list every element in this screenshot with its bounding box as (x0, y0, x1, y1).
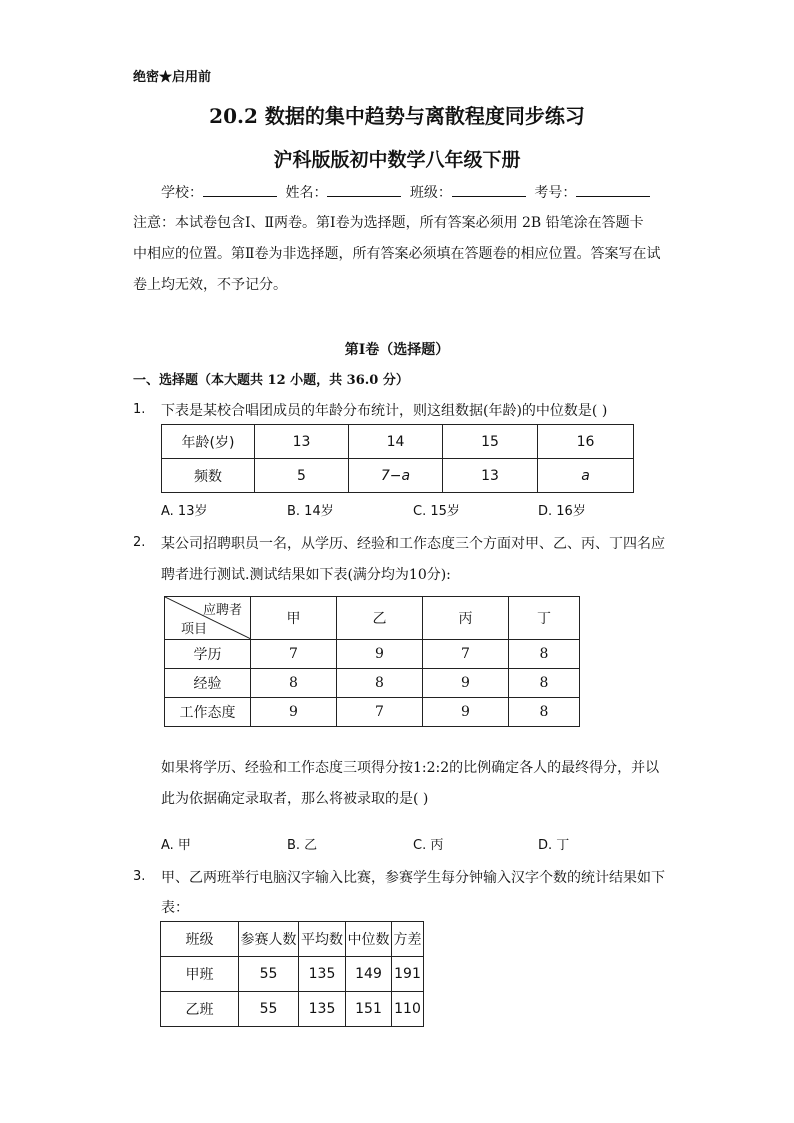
table-row (165, 597, 580, 640)
table-row (161, 957, 424, 992)
notice-line-3: 卷上均无效，不予记分。 (133, 277, 287, 293)
table-cell: 191 (392, 957, 424, 992)
table-corner-cell (165, 597, 251, 640)
table-cell: 7 (337, 698, 423, 727)
q2-text-line-2: 聘者进行测试.测试结果如下表(满分均为10分): (161, 567, 451, 583)
corner-top-label: 应聘者 (202, 603, 242, 618)
table-cell: 乙班 (161, 992, 239, 1027)
q1-text: 下表是某校合唱团成员的年龄分布统计，则这组数据(年龄)的中位数是( ) (161, 403, 608, 419)
table-cell: 13 (443, 459, 538, 493)
table-header-cell: 丁 (509, 597, 580, 640)
q1-option-b[interactable]: B. 14岁 (287, 504, 334, 519)
table-header-cell: 乙 (337, 597, 423, 640)
table-cell: 55 (239, 957, 299, 992)
q2-text-line-4: 此为依据确定录取者，那么将被录取的是( ) (161, 791, 429, 807)
table-cell: 14 (349, 425, 443, 459)
exam-no-label: 考号： (534, 185, 577, 201)
q3-table (160, 921, 424, 1027)
table-row (161, 922, 424, 957)
table-cell: 9 (423, 698, 509, 727)
table-cell: 学历 (165, 640, 251, 669)
q1-table (161, 424, 634, 493)
school-blank (203, 183, 277, 197)
q2-text-line-3: 如果将学历、经验和工作态度三项得分按1:2:2的比例确定各人的最终得分，并以 (161, 760, 660, 776)
table-cell: 甲班 (161, 957, 239, 992)
table-header-cell: 参赛人数 (239, 922, 299, 957)
table-cell: 135 (299, 992, 346, 1027)
page-title: 20.2 数据的集中趋势与离散程度同步练习 (209, 104, 585, 128)
table-cell: 8 (337, 669, 423, 698)
q1-option-d[interactable]: D. 16岁 (538, 504, 586, 519)
table-cell: 55 (239, 992, 299, 1027)
table-row (165, 640, 580, 669)
table-cell: 13 (255, 425, 349, 459)
table-cell: 8 (509, 698, 580, 727)
table-cell: 经验 (165, 669, 251, 698)
table-cell: 年龄(岁) (162, 425, 255, 459)
corner-bottom-label: 项目 (181, 622, 208, 637)
q1-number: 1. (133, 402, 146, 417)
table-cell: 9 (337, 640, 423, 669)
table-cell: 110 (392, 992, 424, 1027)
notice-line-1: 注意：本试卷包含Ⅰ、Ⅱ两卷。第Ⅰ卷为选择题，所有答案必须用 2B 铅笔涂在答题卡 (133, 215, 644, 231)
table-cell: 149 (346, 957, 392, 992)
q3-number: 3. (133, 869, 146, 884)
name-blank (327, 183, 401, 197)
table-row (162, 459, 634, 493)
section-title: 第Ⅰ卷（选择题） (344, 342, 450, 358)
student-info-line (161, 182, 654, 202)
class-blank (452, 183, 526, 197)
table-cell: 8 (509, 669, 580, 698)
table-cell: 频数 (162, 459, 255, 493)
q2-option-b[interactable]: B. 乙 (287, 838, 318, 853)
school-label: 学校： (161, 185, 203, 201)
table-cell: 9 (423, 669, 509, 698)
q3-text-line-1: 甲、乙两班举行电脑汉字输入比赛，参赛学生每分钟输入汉字个数的统计结果如下 (161, 870, 665, 886)
q1-option-c[interactable]: C. 15岁 (413, 504, 460, 519)
table-header-cell: 平均数 (299, 922, 346, 957)
table-cell: 5 (255, 459, 349, 493)
table-header-cell: 甲 (251, 597, 337, 640)
table-cell: 16 (538, 425, 634, 459)
q2-number: 2. (133, 535, 146, 550)
q2-option-a[interactable]: A. 甲 (161, 838, 191, 853)
q2-option-d[interactable]: D. 丁 (538, 838, 570, 853)
name-label: 姓名： (285, 185, 328, 201)
notice-line-2: 中相应的位置。第Ⅱ卷为非选择题，所有答案必须填在答题卷的相应位置。答案写在试 (133, 246, 661, 262)
table-cell: 7−a (349, 459, 443, 493)
q1-option-a[interactable]: A. 13岁 (161, 504, 208, 519)
q2-table (164, 596, 580, 727)
part-heading: 一、选择题（本大题共 12 小题，共 36.0 分） (133, 373, 409, 388)
table-cell: 8 (251, 669, 337, 698)
table-cell: 135 (299, 957, 346, 992)
table-cell: a (538, 459, 634, 493)
table-header-cell: 丙 (423, 597, 509, 640)
table-cell: 8 (509, 640, 580, 669)
table-cell: 9 (251, 698, 337, 727)
page-subtitle: 沪科版版初中数学八年级下册 (273, 149, 521, 171)
confidential-label: 绝密★启用前 (133, 70, 212, 85)
q2-option-c[interactable]: C. 丙 (413, 838, 444, 853)
table-cell: 7 (423, 640, 509, 669)
q2-text-line-1: 某公司招聘职员一名，从学历、经验和工作态度三个方面对甲、乙、丙、丁四名应 (161, 536, 665, 552)
q3-text-line-2: 表： (161, 900, 189, 916)
table-cell: 151 (346, 992, 392, 1027)
table-header-cell: 中位数 (346, 922, 392, 957)
table-header-cell: 班级 (161, 922, 239, 957)
table-row (165, 698, 580, 727)
table-header-cell: 方差 (392, 922, 424, 957)
table-row (165, 669, 580, 698)
table-row (161, 992, 424, 1027)
table-row (162, 425, 634, 459)
exam-no-blank (576, 183, 650, 197)
table-cell: 15 (443, 425, 538, 459)
table-cell: 7 (251, 640, 337, 669)
class-label: 班级： (409, 185, 452, 201)
table-cell: 工作态度 (165, 698, 251, 727)
